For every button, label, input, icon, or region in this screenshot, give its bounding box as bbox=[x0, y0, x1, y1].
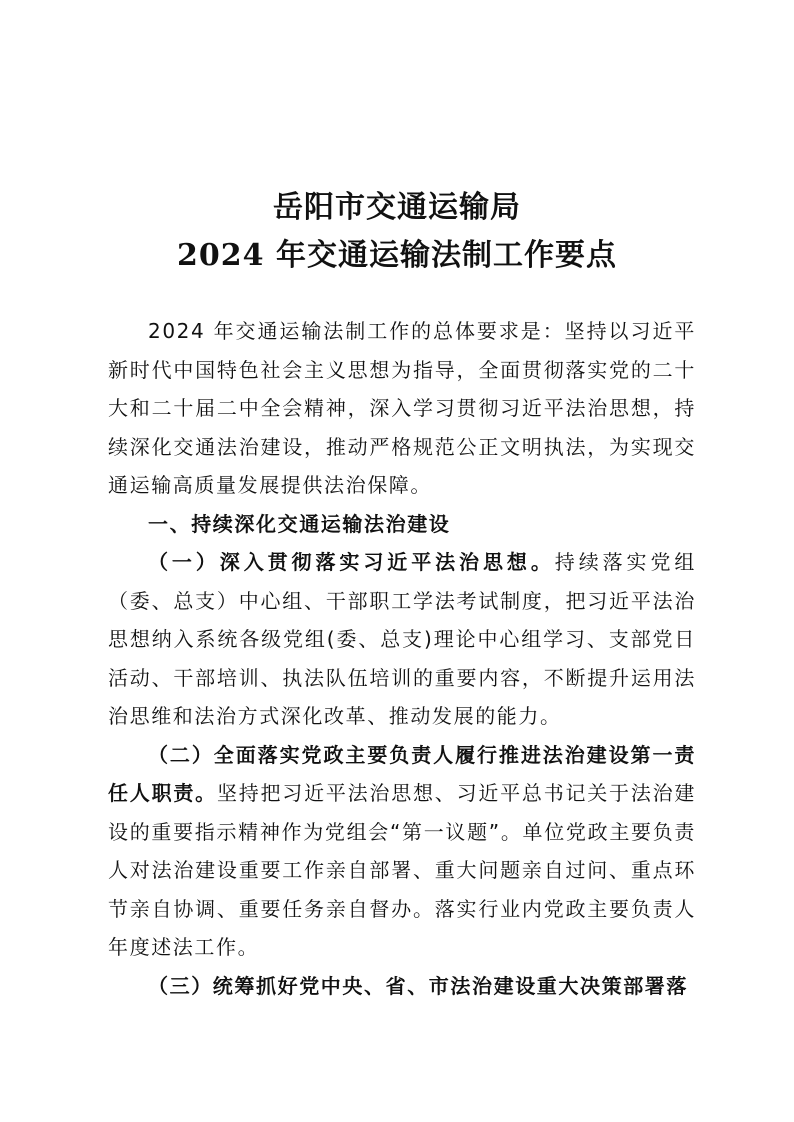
item-lead-2: （二）全面落实党政主要负责人履行推进法治建设第一责任人职责。 bbox=[108, 742, 696, 805]
item-lead-1: （一）深入贯彻落实习近平法治思想。 bbox=[148, 550, 555, 574]
document-title bbox=[0, 184, 794, 280]
item-paragraph-1 bbox=[108, 543, 696, 736]
section-heading-1: 一、持续深化交通运输法治建设 bbox=[148, 511, 451, 536]
intro-paragraph: 2024 年交通运输法制工作的总体要求是：坚持以习近平新时代中国特色社会主义思想为指导，全面贯彻落实党的二十大和二十届二中全会精神，深入学习贯彻习近平法治思想，持续深化交通法治建设，推动严格规范公正文明执法，为实现交通运输高质量发展提供法治保障。 bbox=[108, 319, 696, 497]
item-paragraph-3 bbox=[108, 967, 696, 1006]
item-paragraph-2 bbox=[108, 736, 696, 967]
title-line-1: 岳阳市交通运输局 bbox=[273, 190, 521, 225]
item-text-1: 持续落实党组（委、总支）中心组、干部职工学法考试制度，把习近平法治思想纳入系统各级党组(委、总支)理论中心组学习、支部党日活动、干部培训、执法队伍培训的重要内容，不断提升运用法治思维和法治方式深化改革、推动发展的能力。 bbox=[108, 550, 696, 728]
title-line-2: 2024 年交通运输法制工作要点 bbox=[177, 238, 617, 273]
item-lead-3: （三）统筹抓好党中央、省、市法治建设重大决策部署落 bbox=[148, 973, 688, 998]
document-body bbox=[108, 312, 696, 1005]
item-text-2: 坚持把习近平法治思想、习近平总书记关于法治建设的重要指示精神作为党组会“第一议题”。单位党政主要负责人对法治建设重要工作亲自部署、重大问题亲自过问、重点环节亲自协调、重要任务亲自督办。落实行业内党政主要负责人年度述法工作。 bbox=[108, 781, 697, 959]
